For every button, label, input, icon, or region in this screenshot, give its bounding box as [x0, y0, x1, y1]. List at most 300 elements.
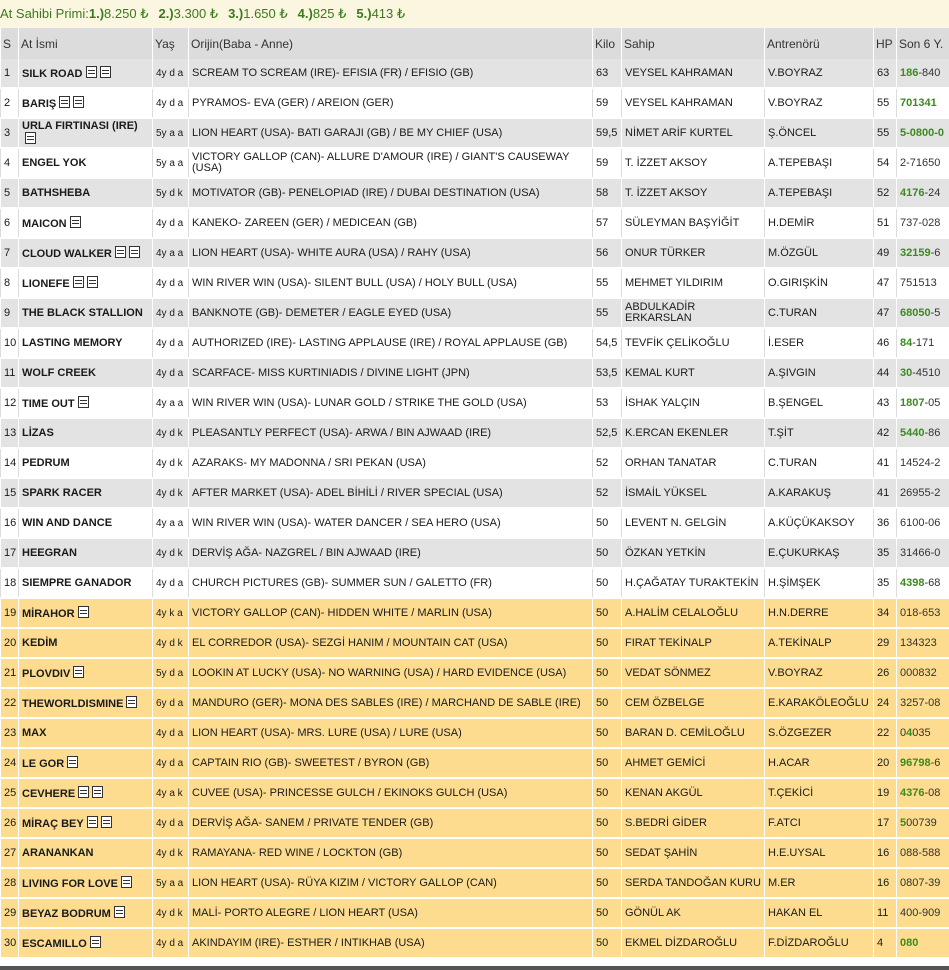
horse-name[interactable]: ENGEL YOK — [22, 156, 87, 169]
bottom-scroll-strip — [0, 966, 949, 970]
horse-trainer[interactable]: A.TEPEBAŞI — [765, 148, 874, 178]
horse-hp: 19 — [874, 778, 897, 808]
horse-age: 4y d a — [153, 358, 189, 388]
horse-hp: 11 — [874, 898, 897, 928]
horse-name[interactable]: LE GOR — [22, 758, 65, 770]
horse-origin: SCREAM TO SCREAM (IRE)- EFISIA (FR) / EFISIO (GB) — [189, 59, 593, 88]
table-row[interactable] — [1, 718, 949, 748]
horse-age: 4y a a — [153, 238, 189, 268]
horse-weight: 52 — [593, 478, 622, 508]
table-row[interactable] — [1, 268, 949, 298]
row-number: 2 — [1, 88, 19, 118]
horse-origin: BANKNOTE (GB)- DEMETER / EAGLE EYED (USA) — [189, 298, 593, 328]
recent-form-text: -24 — [924, 186, 941, 199]
horse-name-cell[interactable] — [19, 418, 153, 448]
horse-owner[interactable]: TEVFİK ÇELİKOĞLU — [622, 328, 765, 358]
horse-name-cell[interactable] — [19, 598, 153, 628]
horse-age: 4y d k — [153, 628, 189, 658]
horse-owner[interactable]: T. İZZET AKSOY — [622, 178, 765, 208]
horse-name-cell[interactable] — [19, 178, 153, 208]
horse-owner[interactable]: VEYSEL KAHRAMAN — [622, 88, 765, 118]
horse-name[interactable]: WOLF CREEK — [22, 366, 96, 379]
horse-trainer[interactable]: M.ER — [765, 868, 874, 898]
horse-owner[interactable]: AHMET GEMİCİ — [622, 748, 765, 778]
recent-form-text: 751513 — [900, 276, 937, 289]
horse-origin: DERVİŞ AĞA- SANEM / PRIVATE TENDER (GB) — [189, 808, 593, 838]
table-row[interactable] — [1, 118, 949, 148]
horse-owner[interactable]: SÜLEYMAN BAŞYİĞİT — [622, 208, 765, 238]
horse-owner[interactable]: GÖNÜL AK — [622, 898, 765, 928]
note-icon[interactable] — [126, 696, 137, 708]
row-number: 5 — [1, 178, 19, 208]
col-header-weight[interactable]: Kilo — [593, 28, 622, 59]
horse-owner[interactable]: BARAN D. CEMİLOĞLU — [622, 718, 765, 748]
horse-weight: 50 — [593, 838, 622, 868]
horse-age: 4y d a — [153, 928, 189, 958]
recent-form-highlight: 30 — [900, 366, 913, 379]
horse-trainer[interactable]: H.N.DERRE — [765, 598, 874, 628]
horse-weight: 59 — [593, 88, 622, 118]
prize-position: 4.) — [297, 6, 313, 21]
recent-form-highlight: 186 — [900, 66, 919, 79]
horse-name-cell[interactable] — [19, 59, 153, 88]
horse-age: 4y d a — [153, 808, 189, 838]
horse-name[interactable]: ARANANKAN — [22, 846, 94, 859]
table-row[interactable] — [1, 628, 949, 658]
row-number: 18 — [1, 568, 19, 598]
row-number: 7 — [1, 238, 19, 268]
horse-name[interactable]: LIVING FOR LOVE — [22, 878, 118, 890]
last-six-races — [897, 628, 949, 658]
table-row[interactable] — [1, 178, 949, 208]
horse-trainer[interactable]: M.ÖZGÜL — [765, 238, 874, 268]
horse-age: 4y d a — [153, 568, 189, 598]
note-icon[interactable] — [73, 276, 84, 288]
table-row[interactable] — [1, 88, 949, 118]
horse-trainer[interactable]: V.BOYRAZ — [765, 59, 874, 88]
row-number: 23 — [1, 718, 19, 748]
horse-weight: 58 — [593, 178, 622, 208]
horse-hp: 29 — [874, 628, 897, 658]
horse-trainer[interactable]: T.ŞİT — [765, 418, 874, 448]
horse-owner[interactable]: FIRAT TEKİNALP — [622, 628, 765, 658]
col-header-origin[interactable]: Orijin(Baba - Anne) — [189, 28, 593, 59]
horse-trainer[interactable]: T.ÇEKİCİ — [765, 778, 874, 808]
prize-amount: 1.650 ₺ — [243, 6, 288, 21]
note-icon[interactable] — [73, 96, 84, 108]
horse-origin: SCARFACE- MISS KURTINIADIS / DIVINE LIGHT (JPN) — [189, 358, 593, 388]
row-number: 24 — [1, 748, 19, 778]
horse-origin: WIN RIVER WIN (USA)- SILENT BULL (USA) / HOLY BULL (USA) — [189, 268, 593, 298]
row-number: 14 — [1, 448, 19, 478]
horse-trainer[interactable]: E.ÇUKURKAŞ — [765, 538, 874, 568]
horse-owner[interactable]: ABDULKADİR ERKARSLAN — [622, 298, 765, 328]
horse-hp: 16 — [874, 868, 897, 898]
table-row[interactable] — [1, 448, 949, 478]
recent-form-highlight: 701341 — [900, 96, 937, 109]
horse-name[interactable]: BEYAZ BODRUM — [22, 908, 111, 920]
horse-hp: 47 — [874, 298, 897, 328]
table-row[interactable] — [1, 898, 949, 928]
recent-form-highlight: 5 — [900, 816, 907, 829]
horse-name[interactable]: KEDİM — [22, 636, 58, 649]
horse-name-cell[interactable] — [19, 448, 153, 478]
table-row[interactable] — [1, 688, 949, 718]
horse-name-cell[interactable] — [19, 88, 153, 118]
horse-name[interactable]: MİRAHOR — [22, 608, 75, 620]
horse-trainer[interactable]: Ş.ÖNCEL — [765, 118, 874, 148]
col-header-owner[interactable]: Sahip — [622, 28, 765, 59]
note-icon[interactable] — [100, 66, 111, 78]
horse-owner[interactable]: KENAN AKGÜL — [622, 778, 765, 808]
row-number: 15 — [1, 478, 19, 508]
table-row[interactable] — [1, 658, 949, 688]
row-number: 29 — [1, 898, 19, 928]
horse-trainer[interactable]: H.E.UYSAL — [765, 838, 874, 868]
horse-name[interactable]: ESCAMILLO — [22, 938, 87, 950]
horse-trainer[interactable]: A.TEKİNALP — [765, 628, 874, 658]
note-icon[interactable] — [129, 246, 140, 258]
recent-form-text: 134323 — [900, 636, 937, 649]
table-row[interactable] — [1, 598, 949, 628]
note-icon[interactable] — [59, 96, 70, 108]
horse-name[interactable]: MAICON — [22, 218, 67, 230]
horse-age: 4y d a — [153, 718, 189, 748]
horse-name-cell[interactable] — [19, 628, 153, 658]
horse-hp: 16 — [874, 838, 897, 868]
horse-name[interactable]: URLA FIRTINASI (IRE) — [22, 119, 138, 132]
last-six-races — [897, 928, 949, 958]
horse-name-cell[interactable] — [19, 118, 153, 148]
table-row[interactable] — [1, 59, 949, 88]
note-icon[interactable] — [90, 936, 101, 948]
horse-name[interactable]: THE BLACK STALLION — [22, 306, 143, 319]
horse-name[interactable]: SILK ROAD — [22, 68, 83, 80]
row-number: 17 — [1, 538, 19, 568]
horse-hp: 54 — [874, 148, 897, 178]
horse-owner[interactable]: NİMET ARİF KURTEL — [622, 118, 765, 148]
last-six-races — [897, 418, 949, 448]
horse-owner[interactable]: İSHAK YALÇIN — [622, 388, 765, 418]
table-row[interactable] — [1, 298, 949, 328]
table-row[interactable] — [1, 238, 949, 268]
horse-age: 4y d k — [153, 418, 189, 448]
note-icon[interactable] — [114, 906, 125, 918]
horse-weight: 50 — [593, 748, 622, 778]
col-header-form[interactable]: Son 6 Y. — [897, 28, 949, 59]
recent-form-text: 400-909 — [900, 906, 941, 919]
recent-form-text: 737-028 — [900, 216, 941, 229]
recent-form-text: -68 — [924, 576, 941, 589]
horse-name[interactable]: TIME OUT — [22, 398, 75, 410]
horse-name-cell[interactable] — [19, 928, 153, 958]
horse-owner[interactable]: SERDA TANDOĞAN KURU — [622, 868, 765, 898]
horse-origin: AUTHORIZED (IRE)- LASTING APPLAUSE (IRE) / ROYAL APPLAUSE (GB) — [189, 328, 593, 358]
recent-form-text: 018-653 — [900, 606, 941, 619]
horse-name[interactable]: CLOUD WALKER — [22, 248, 112, 260]
horse-hp: 42 — [874, 418, 897, 448]
horse-hp: 55 — [874, 88, 897, 118]
horse-owner[interactable]: ÖZKAN YETKİN — [622, 538, 765, 568]
horse-name-cell[interactable] — [19, 268, 153, 298]
horse-trainer[interactable]: E.KARAKÖLEOĞLU — [765, 688, 874, 718]
horse-name-cell[interactable] — [19, 718, 153, 748]
horse-weight: 57 — [593, 208, 622, 238]
last-six-races — [897, 208, 949, 238]
row-number: 26 — [1, 808, 19, 838]
row-number: 8 — [1, 268, 19, 298]
note-icon[interactable] — [78, 786, 89, 798]
horse-trainer[interactable]: A.KÜÇÜKAKSOY — [765, 508, 874, 538]
horse-origin: PYRAMOS- EVA (GER) / AREION (GER) — [189, 88, 593, 118]
horse-name-cell[interactable] — [19, 808, 153, 838]
horse-trainer[interactable]: V.BOYRAZ — [765, 88, 874, 118]
prize-amount: 8.250 ₺ — [104, 6, 149, 21]
note-icon[interactable] — [25, 132, 36, 144]
horse-name[interactable]: MİRAÇ BEY — [22, 818, 84, 830]
table-row[interactable] — [1, 778, 949, 808]
recent-form-highlight: 4398 — [900, 576, 925, 589]
table-row[interactable] — [1, 748, 949, 778]
horse-name-cell[interactable] — [19, 688, 153, 718]
horse-name-cell[interactable] — [19, 838, 153, 868]
horse-weight: 59 — [593, 148, 622, 178]
row-number: 6 — [1, 208, 19, 238]
prize-list — [89, 6, 405, 21]
horse-hp: 24 — [874, 688, 897, 718]
table-row[interactable] — [1, 208, 949, 238]
col-header-trainer[interactable]: Antrenörü — [765, 28, 874, 59]
horse-trainer[interactable]: H.DEMİR — [765, 208, 874, 238]
recent-form-highlight: 68050 — [900, 306, 931, 319]
note-icon[interactable] — [87, 816, 98, 828]
horse-name-cell[interactable] — [19, 748, 153, 778]
horse-name[interactable]: SPARK RACER — [22, 486, 102, 499]
horse-origin: KANEKO- ZAREEN (GER) / MEDICEAN (GB) — [189, 208, 593, 238]
horse-name[interactable]: HEEGRAN — [22, 546, 78, 559]
horse-trainer[interactable]: V.BOYRAZ — [765, 658, 874, 688]
horse-owner[interactable]: ORHAN TANATAR — [622, 448, 765, 478]
horse-owner[interactable]: İSMAİL YÜKSEL — [622, 478, 765, 508]
horse-name[interactable]: THEWORLDISMINE — [22, 698, 124, 710]
horse-trainer[interactable]: C.TURAN — [765, 448, 874, 478]
recent-form-text: -05 — [924, 396, 941, 409]
horse-owner[interactable]: EKMEL DİZDAROĞLU — [622, 928, 765, 958]
horse-owner[interactable]: CEM ÖZBELGE — [622, 688, 765, 718]
horse-trainer[interactable]: B.ŞENGEL — [765, 388, 874, 418]
horse-name-cell[interactable] — [19, 358, 153, 388]
horse-trainer[interactable]: HAKAN EL — [765, 898, 874, 928]
horse-weight: 53,5 — [593, 358, 622, 388]
horse-age: 4y a a — [153, 388, 189, 418]
table-row[interactable] — [1, 358, 949, 388]
horse-owner[interactable]: VEYSEL KAHRAMAN — [622, 59, 765, 88]
horse-name[interactable]: LASTING MEMORY — [22, 336, 123, 349]
horse-owner[interactable]: MEHMET YILDIRIM — [622, 268, 765, 298]
horse-owner[interactable]: LEVENT N. GELGİN — [622, 508, 765, 538]
col-header-name[interactable]: At İsmi — [19, 28, 153, 59]
horse-trainer[interactable]: C.TURAN — [765, 298, 874, 328]
horse-owner[interactable]: ONUR TÜRKER — [622, 238, 765, 268]
horse-name[interactable]: LİZAS — [22, 426, 54, 439]
recent-form-text: 3257-08 — [900, 696, 941, 709]
recent-form-text: -4510 — [912, 366, 941, 379]
horse-owner[interactable]: A.HALİM CELALOĞLU — [622, 598, 765, 628]
prize-position: 2.) — [158, 6, 174, 21]
horse-age: 4y d a — [153, 298, 189, 328]
horse-trainer[interactable]: A.ŞIVGIN — [765, 358, 874, 388]
row-number: 16 — [1, 508, 19, 538]
note-icon[interactable] — [78, 396, 89, 408]
horse-origin: AKINDAYIM (IRE)- ESTHER / INTIKHAB (USA) — [189, 928, 593, 958]
horse-owner[interactable]: S.BEDRİ GİDER — [622, 808, 765, 838]
horse-age: 5y a a — [153, 148, 189, 178]
table-row[interactable] — [1, 928, 949, 958]
table-row[interactable] — [1, 148, 949, 178]
horse-name-cell[interactable] — [19, 238, 153, 268]
row-number: 11 — [1, 358, 19, 388]
horse-name[interactable]: BATHSHEBA — [22, 186, 91, 199]
recent-form-text: -6 — [930, 246, 941, 259]
horse-owner[interactable]: KEMAL KURT — [622, 358, 765, 388]
row-number: 12 — [1, 388, 19, 418]
horse-weight: 53 — [593, 388, 622, 418]
horse-weight: 50 — [593, 688, 622, 718]
horse-origin: MANDURO (GER)- MONA DES SABLES (IRE) / MARCHAND DE SABLE (IRE) — [189, 688, 593, 718]
horse-name-cell[interactable] — [19, 568, 153, 598]
horse-age: 5y a a — [153, 868, 189, 898]
horse-name-cell[interactable] — [19, 778, 153, 808]
table-row[interactable] — [1, 388, 949, 418]
horse-name-cell[interactable] — [19, 508, 153, 538]
horse-trainer[interactable]: O.GIRIŞKİN — [765, 268, 874, 298]
horse-origin: RAMAYANA- RED WINE / LOCKTON (GB) — [189, 838, 593, 868]
note-icon[interactable] — [101, 816, 112, 828]
horse-weight: 52 — [593, 448, 622, 478]
note-icon[interactable] — [73, 666, 84, 678]
horse-name-cell[interactable] — [19, 868, 153, 898]
recent-form-highlight: 4 — [906, 726, 913, 739]
horse-name[interactable]: BARIŞ — [22, 98, 57, 110]
horse-name[interactable]: PEDRUM — [22, 456, 70, 469]
horse-name[interactable]: WIN AND DANCE — [22, 516, 113, 529]
horse-name-cell[interactable] — [19, 208, 153, 238]
horse-name-cell[interactable] — [19, 478, 153, 508]
table-row[interactable] — [1, 418, 949, 448]
horse-age: 5y d k — [153, 178, 189, 208]
last-six-races — [897, 118, 949, 148]
note-icon[interactable] — [67, 756, 78, 768]
horse-owner[interactable]: T. İZZET AKSOY — [622, 148, 765, 178]
horse-hp: 46 — [874, 328, 897, 358]
col-header-no[interactable]: S — [1, 28, 19, 59]
horse-age: 4y d k — [153, 538, 189, 568]
horse-owner[interactable]: K.ERCAN EKENLER — [622, 418, 765, 448]
horse-weight: 50 — [593, 718, 622, 748]
table-row[interactable] — [1, 508, 949, 538]
horse-name[interactable]: SIEMPRE GANADOR — [22, 576, 132, 589]
table-row[interactable] — [1, 538, 949, 568]
recent-form-text: -171 — [912, 336, 935, 349]
prize-title: At Sahibi Primi: — [0, 6, 89, 21]
table-row[interactable] — [1, 868, 949, 898]
horse-weight: 55 — [593, 298, 622, 328]
col-header-hp[interactable]: HP — [874, 28, 897, 59]
horse-hp: 47 — [874, 268, 897, 298]
table-row[interactable] — [1, 478, 949, 508]
horse-name[interactable]: MAX — [22, 726, 47, 739]
row-number: 28 — [1, 868, 19, 898]
horse-origin: WIN RIVER WIN (USA)- WATER DANCER / SEA HERO (USA) — [189, 508, 593, 538]
horse-weight: 50 — [593, 568, 622, 598]
horse-name-cell[interactable] — [19, 538, 153, 568]
horse-hp: 55 — [874, 118, 897, 148]
horse-weight: 50 — [593, 868, 622, 898]
table-row[interactable] — [1, 568, 949, 598]
horse-origin: LION HEART (USA)- RÜYA KIZIM / VICTORY GALLOP (CAN) — [189, 868, 593, 898]
horse-hp: 35 — [874, 568, 897, 598]
horse-name[interactable]: PLOVDIV — [22, 668, 71, 680]
horse-trainer[interactable]: İ.ESER — [765, 328, 874, 358]
note-icon[interactable] — [78, 606, 89, 618]
recent-form-highlight: 1807 — [900, 396, 925, 409]
col-header-age[interactable]: Yaş — [153, 28, 189, 59]
note-icon[interactable] — [92, 786, 103, 798]
horse-age: 4y d a — [153, 59, 189, 88]
recent-form-highlight: 080 — [900, 936, 919, 949]
horse-name-cell[interactable] — [19, 388, 153, 418]
horse-name-cell[interactable] — [19, 148, 153, 178]
note-icon[interactable] — [115, 246, 126, 258]
table-row[interactable] — [1, 838, 949, 868]
note-icon[interactable] — [70, 216, 81, 228]
last-six-races — [897, 88, 949, 118]
horse-trainer[interactable]: A.KARAKUŞ — [765, 478, 874, 508]
last-six-races — [897, 358, 949, 388]
note-icon[interactable] — [121, 876, 132, 888]
horse-origin: MALİ- PORTO ALEGRE / LION HEART (USA) — [189, 898, 593, 928]
horse-trainer[interactable]: H.ŞİMŞEK — [765, 568, 874, 598]
horse-owner[interactable]: H.ÇAĞATAY TURAKTEKİN — [622, 568, 765, 598]
horse-name-cell[interactable] — [19, 298, 153, 328]
prize-amount: 3.300 ₺ — [173, 6, 219, 21]
note-icon[interactable] — [87, 276, 98, 288]
horse-owner[interactable]: SEDAT ŞAHİN — [622, 838, 765, 868]
horse-trainer[interactable]: F.ATCI — [765, 808, 874, 838]
horse-origin: DERVİŞ AĞA- NAZGREL / BIN AJWAAD (IRE) — [189, 538, 593, 568]
row-number: 10 — [1, 328, 19, 358]
horse-name[interactable]: CEVHERE — [22, 788, 76, 800]
table-row[interactable] — [1, 328, 949, 358]
horse-origin: CUVEE (USA)- PRINCESSE GULCH / EKINOKS GULCH (USA) — [189, 778, 593, 808]
note-icon[interactable] — [86, 66, 97, 78]
horse-owner[interactable]: VEDAT SÖNMEZ — [622, 658, 765, 688]
horse-trainer[interactable]: S.ÖZGEZER — [765, 718, 874, 748]
horse-trainer[interactable]: F.DİZDAROĞLU — [765, 928, 874, 958]
horse-name[interactable]: LIONEFE — [22, 278, 70, 290]
horse-weight: 50 — [593, 508, 622, 538]
horse-hp: 51 — [874, 208, 897, 238]
recent-form-text: 088-588 — [900, 846, 941, 859]
horse-name-cell[interactable] — [19, 898, 153, 928]
horse-hp: 44 — [874, 358, 897, 388]
table-row[interactable] — [1, 808, 949, 838]
horse-name-cell[interactable] — [19, 658, 153, 688]
horse-trainer[interactable]: A.TEPEBAŞI — [765, 178, 874, 208]
horse-name-cell[interactable] — [19, 328, 153, 358]
horse-age: 4y a k — [153, 778, 189, 808]
horse-trainer[interactable]: H.ACAR — [765, 748, 874, 778]
